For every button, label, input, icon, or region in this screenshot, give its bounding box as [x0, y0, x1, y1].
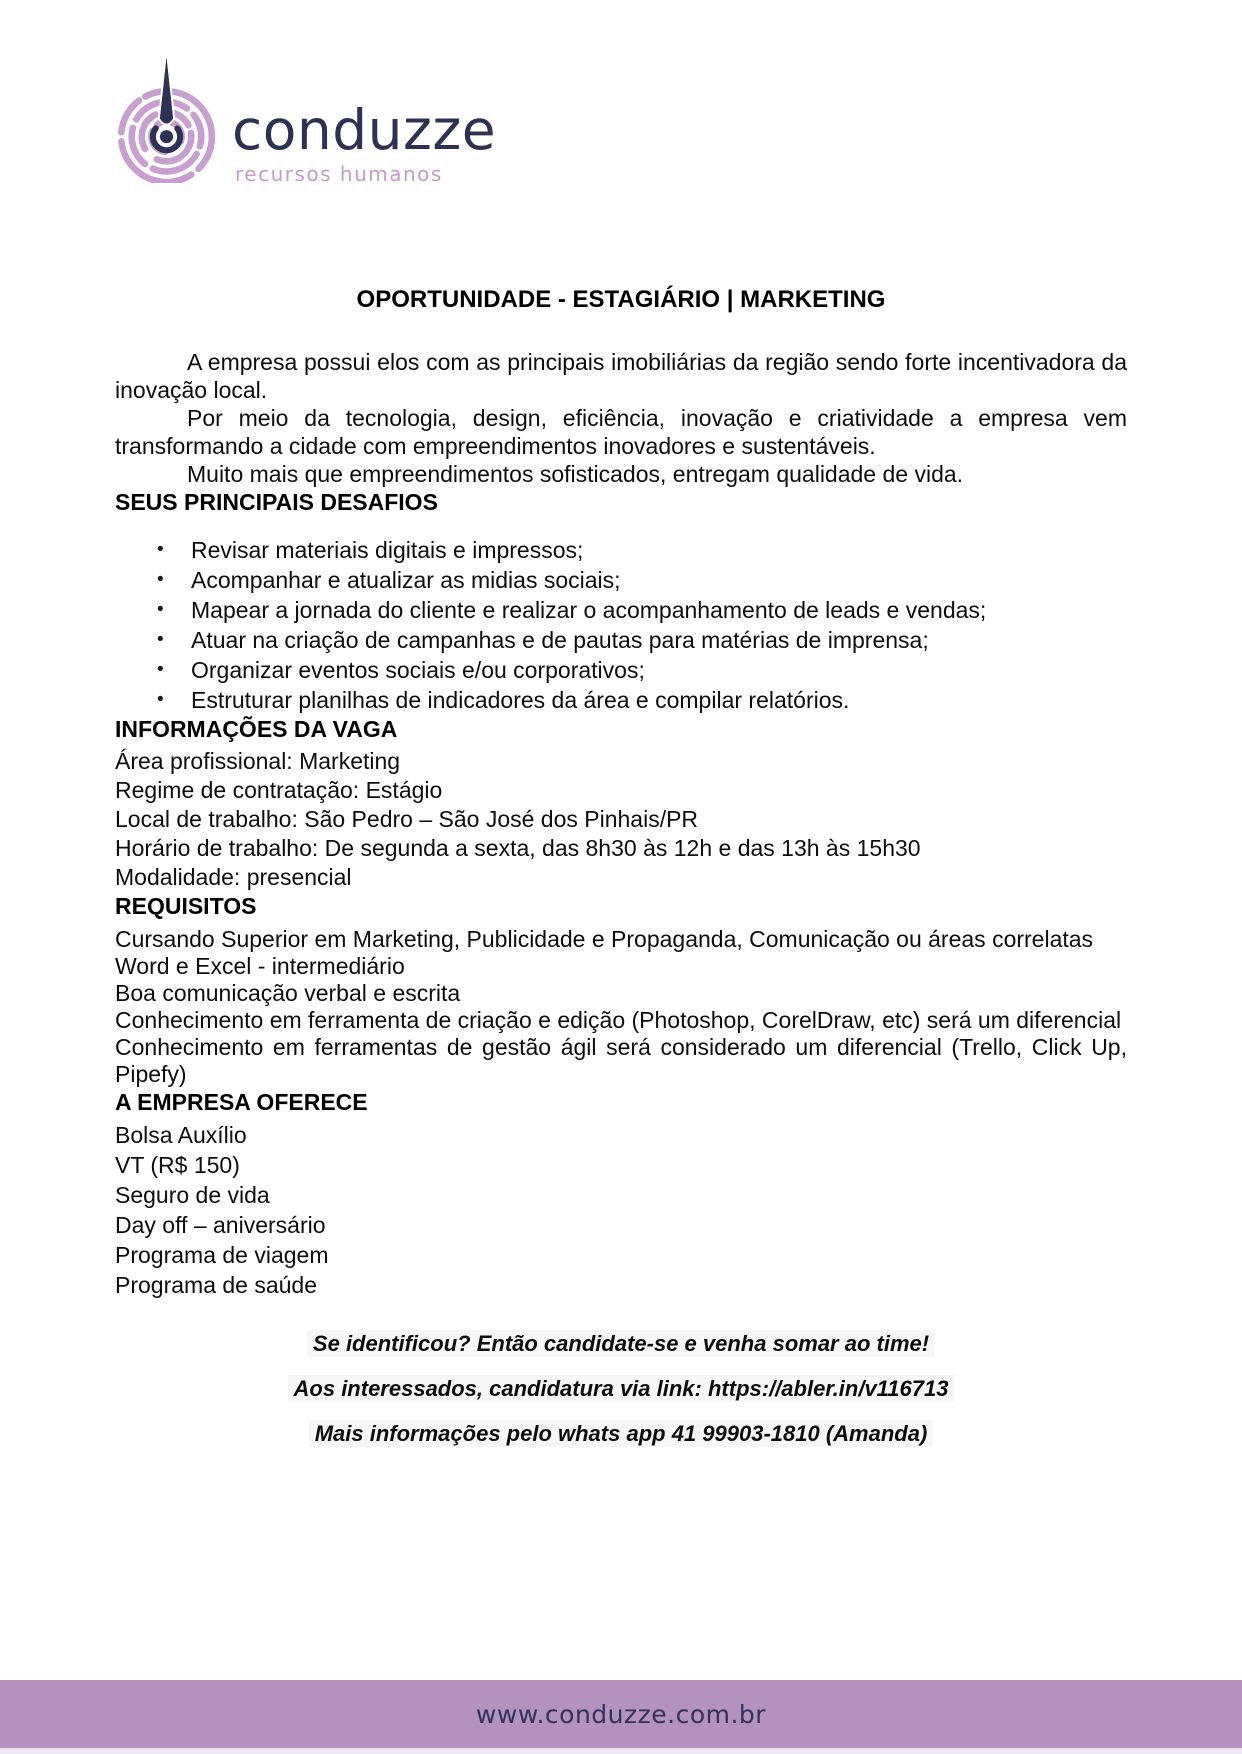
oferece-lines	[115, 1120, 1127, 1300]
detail-line: Word e Excel - intermediário	[115, 953, 405, 979]
list-item: • Estruturar planilhas de indicadores da área e compilar relatórios.	[115, 685, 1127, 715]
detail-line: Conhecimento em ferramenta de criação e edição (Photoshop, CorelDraw, etc) será um diferencial	[115, 1007, 1122, 1033]
detail-line: Day off – aniversário	[115, 1212, 326, 1238]
heading-requisitos: REQUISITOS	[115, 893, 257, 919]
logo-text	[232, 100, 496, 186]
heading-vaga: INFORMAÇÕES DA VAGA	[115, 716, 398, 742]
detail-line: Boa comunicação verbal e escrita	[115, 980, 461, 1006]
intro-paragraph: A empresa possui elos com as principais imobiliárias da região sendo forte incentivadora da inovação local.	[115, 349, 1127, 403]
footer-bar	[0, 1680, 1242, 1748]
detail-line: Regime de contratação: Estágio	[115, 777, 443, 803]
list-item: • Organizar eventos sociais e/ou corporativos;	[115, 655, 1127, 685]
detail-line: VT (R$ 150)	[115, 1152, 240, 1178]
list-item: • Acompanhar e atualizar as midias sociais;	[115, 565, 1127, 595]
detail-line: Local de trabalho: São Pedro – São José dos Pinhais/PR	[115, 806, 699, 832]
intro-paragraph: Por meio da tecnologia, design, eficiência, inovação e criatividade a empresa vem transformando a cidade com empreendimentos inovadores e sustentáveis.	[115, 405, 1127, 459]
heading-desafios: SEUS PRINCIPAIS DESAFIOS	[115, 489, 438, 515]
detail-line: Cursando Superior em Marketing, Publicidade e Propaganda, Comunicação ou áreas correlatas	[115, 926, 1094, 952]
heading-oferece: A EMPRESA OFERECE	[115, 1089, 368, 1115]
cta-line: Se identificou? Então candidate-se e venha somar ao time!	[115, 1329, 1127, 1359]
detail-line: Área profissional: Marketing	[115, 748, 401, 774]
requisitos-lines	[115, 926, 1127, 1088]
detail-line: Conhecimento em ferramentas de gestão ágil será considerado um diferencial (Trello, Click Up, Pipefy)	[115, 1034, 1127, 1087]
document-content	[0, 58, 1242, 1449]
detail-line: Programa de saúde	[115, 1272, 318, 1298]
detail-line: Programa de viagem	[115, 1242, 329, 1268]
list-item: • Mapear a jornada do cliente e realizar o acompanhamento de leads e vendas;	[115, 595, 1127, 625]
labyrinth-compass-icon	[110, 58, 223, 183]
job-title: OPORTUNIDADE - ESTAGIÁRIO | MARKETING	[356, 286, 886, 313]
footer-url: www.conduzze.com.br	[475, 1699, 767, 1729]
intro-paragraph: Muito mais que empreendimentos sofisticados, entregam qualidade de vida.	[187, 461, 964, 487]
detail-line: Horário de trabalho: De segunda a sexta, das 8h30 às 12h e das 13h às 15h30	[115, 835, 921, 861]
cta-line-application-link: Aos interessados, candidatura via link: https://abler.in/v116713	[115, 1374, 1127, 1404]
list-item: • Atuar na criação de campanhas e de pautas para matérias de imprensa;	[115, 625, 1127, 655]
detail-line: Modalidade: presencial	[115, 864, 352, 890]
detail-line: Bolsa Auxílio	[115, 1122, 247, 1148]
list-item: • Revisar materiais digitais e impressos;	[115, 535, 1127, 565]
desafios-bullet-list	[115, 535, 1127, 715]
detail-line: Seguro de vida	[115, 1182, 270, 1208]
conduzze-logo	[110, 58, 1127, 188]
footer-edge	[0, 1748, 1242, 1754]
cta-line-whatsapp: Mais informações pelo whats app 41 99903-1810 (Amanda)	[115, 1419, 1127, 1449]
brand-name: conduzze	[232, 98, 497, 162]
intro-section	[115, 348, 1127, 488]
brand-tagline: recursos humanos	[235, 161, 443, 186]
vaga-lines	[115, 747, 1127, 892]
cta-block	[115, 1329, 1127, 1449]
